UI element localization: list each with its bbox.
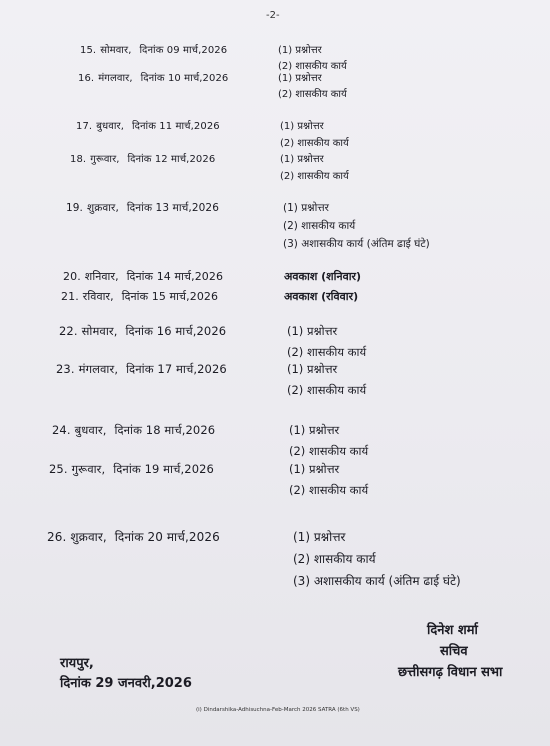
entry-date: दिनांक 17 मार्च,2026 xyxy=(126,362,227,376)
entry-serial: 15. xyxy=(80,45,97,56)
entry-day: गुरूवार, xyxy=(90,154,120,165)
schedule-day-date xyxy=(63,269,223,284)
signatory-name: दिनेश शर्मा xyxy=(427,623,478,638)
signatory-designation: सचिव xyxy=(440,644,468,659)
entry-day: मंगलवार, xyxy=(78,362,119,376)
issue-date: दिनांक 29 जनवरी,2026 xyxy=(60,676,192,691)
schedule-day-date xyxy=(66,201,219,215)
schedule-day-date xyxy=(52,423,215,438)
agenda-item: (1) प्रश्नोत्तर xyxy=(280,154,324,165)
agenda-item: (2) शासकीय कार्य xyxy=(283,220,356,232)
entry-date: दिनांक 16 मार्च,2026 xyxy=(125,324,227,338)
schedule-day-date xyxy=(49,462,214,477)
agenda-item: (2) शासकीय कार्य xyxy=(293,552,376,566)
entry-date: दिनांक 10 मार्च,2026 xyxy=(140,73,229,84)
agenda-item: (1) प्रश्नोत्तर xyxy=(287,324,338,338)
page-number: -2- xyxy=(266,10,280,21)
agenda-item: (2) शासकीय कार्य xyxy=(289,483,369,497)
schedule-day-date xyxy=(56,362,227,377)
agenda-item: अवकाश (शनिवार) xyxy=(284,270,362,283)
entry-day: शुक्रवार, xyxy=(70,530,107,544)
entry-day: शुक्रवार, xyxy=(87,202,119,214)
entry-serial: 16. xyxy=(78,73,95,84)
agenda-item: (2) शासकीय कार्य xyxy=(280,171,349,182)
entry-serial: 26. xyxy=(47,530,67,544)
entry-serial: 23. xyxy=(56,362,75,376)
entry-day: मंगलवार, xyxy=(98,73,133,84)
schedule-day-date xyxy=(47,528,220,545)
agenda-item: (1) प्रश्नोत्तर xyxy=(280,121,324,132)
agenda-item: (2) शासकीय कार्य xyxy=(278,89,347,100)
schedule-day-date xyxy=(78,70,228,84)
agenda-item: (2) शासकीय कार्य xyxy=(289,444,369,458)
footer-reference: (i) Dindarshika-Adhisuchna-Feb-March 2026 SATRA (6th VS) xyxy=(196,707,360,713)
agenda-item: (2) शासकीय कार्य xyxy=(287,345,367,359)
entry-date: दिनांक 15 मार्च,2026 xyxy=(121,290,219,303)
entry-date: दिनांक 19 मार्च,2026 xyxy=(113,462,214,476)
entry-serial: 20. xyxy=(63,270,81,283)
entry-date: दिनांक 12 मार्च,2026 xyxy=(127,154,216,165)
agenda-item: (1) प्रश्नोत्तर xyxy=(289,462,340,476)
agenda-item: (1) प्रश्नोत्तर xyxy=(278,73,322,84)
agenda-item: (3) अशासकीय कार्य (अंतिम ढाई घंटे) xyxy=(283,238,430,250)
agenda-item: (2) शासकीय कार्य xyxy=(278,61,347,72)
schedule-day-date xyxy=(76,118,220,132)
agenda-item: (1) प्रश्नोत्तर xyxy=(278,45,322,56)
agenda-item: (1) प्रश्नोत्तर xyxy=(293,530,346,544)
signatory-office: छत्तीसगढ़ विधान सभा xyxy=(398,665,503,680)
schedule-day-date xyxy=(59,324,226,339)
entry-date: दिनांक 09 मार्च,2026 xyxy=(139,45,228,56)
agenda-item: (1) प्रश्नोत्तर xyxy=(289,423,340,437)
entry-serial: 22. xyxy=(59,324,78,338)
agenda-item: (2) शासकीय कार्य xyxy=(280,138,349,149)
schedule-day-date xyxy=(70,151,215,165)
entry-day: रविवार, xyxy=(82,290,114,303)
schedule-day-date xyxy=(61,289,218,304)
entry-day: सोमवार, xyxy=(81,324,118,338)
entry-date: दिनांक 13 मार्च,2026 xyxy=(126,202,219,214)
entry-day: शनिवार, xyxy=(84,270,119,283)
place-city: रायपुर, xyxy=(60,656,94,671)
entry-day: गुरूवार, xyxy=(71,462,106,476)
agenda-item: (3) अशासकीय कार्य (अंतिम ढाई घंटे) xyxy=(293,574,461,588)
entry-day: बुधवार, xyxy=(74,423,107,437)
entry-serial: 18. xyxy=(70,154,87,165)
entry-serial: 24. xyxy=(52,423,71,437)
entry-serial: 21. xyxy=(61,290,79,303)
entry-day: बुधवार, xyxy=(96,121,124,132)
entry-date: दिनांक 20 मार्च,2026 xyxy=(114,530,220,544)
agenda-item: (1) प्रश्नोत्तर xyxy=(287,362,338,376)
entry-date: दिनांक 14 मार्च,2026 xyxy=(126,270,224,283)
entry-serial: 19. xyxy=(66,202,83,214)
schedule-day-date xyxy=(80,42,227,56)
entry-day: सोमवार, xyxy=(100,45,132,56)
entry-serial: 17. xyxy=(76,121,93,132)
agenda-item: (2) शासकीय कार्य xyxy=(287,383,367,397)
entry-serial: 25. xyxy=(49,462,68,476)
entry-date: दिनांक 11 मार्च,2026 xyxy=(132,121,220,132)
entry-date: दिनांक 18 मार्च,2026 xyxy=(114,423,216,437)
agenda-item: (1) प्रश्नोत्तर xyxy=(283,202,329,214)
agenda-item: अवकाश (रविवार) xyxy=(284,290,359,303)
